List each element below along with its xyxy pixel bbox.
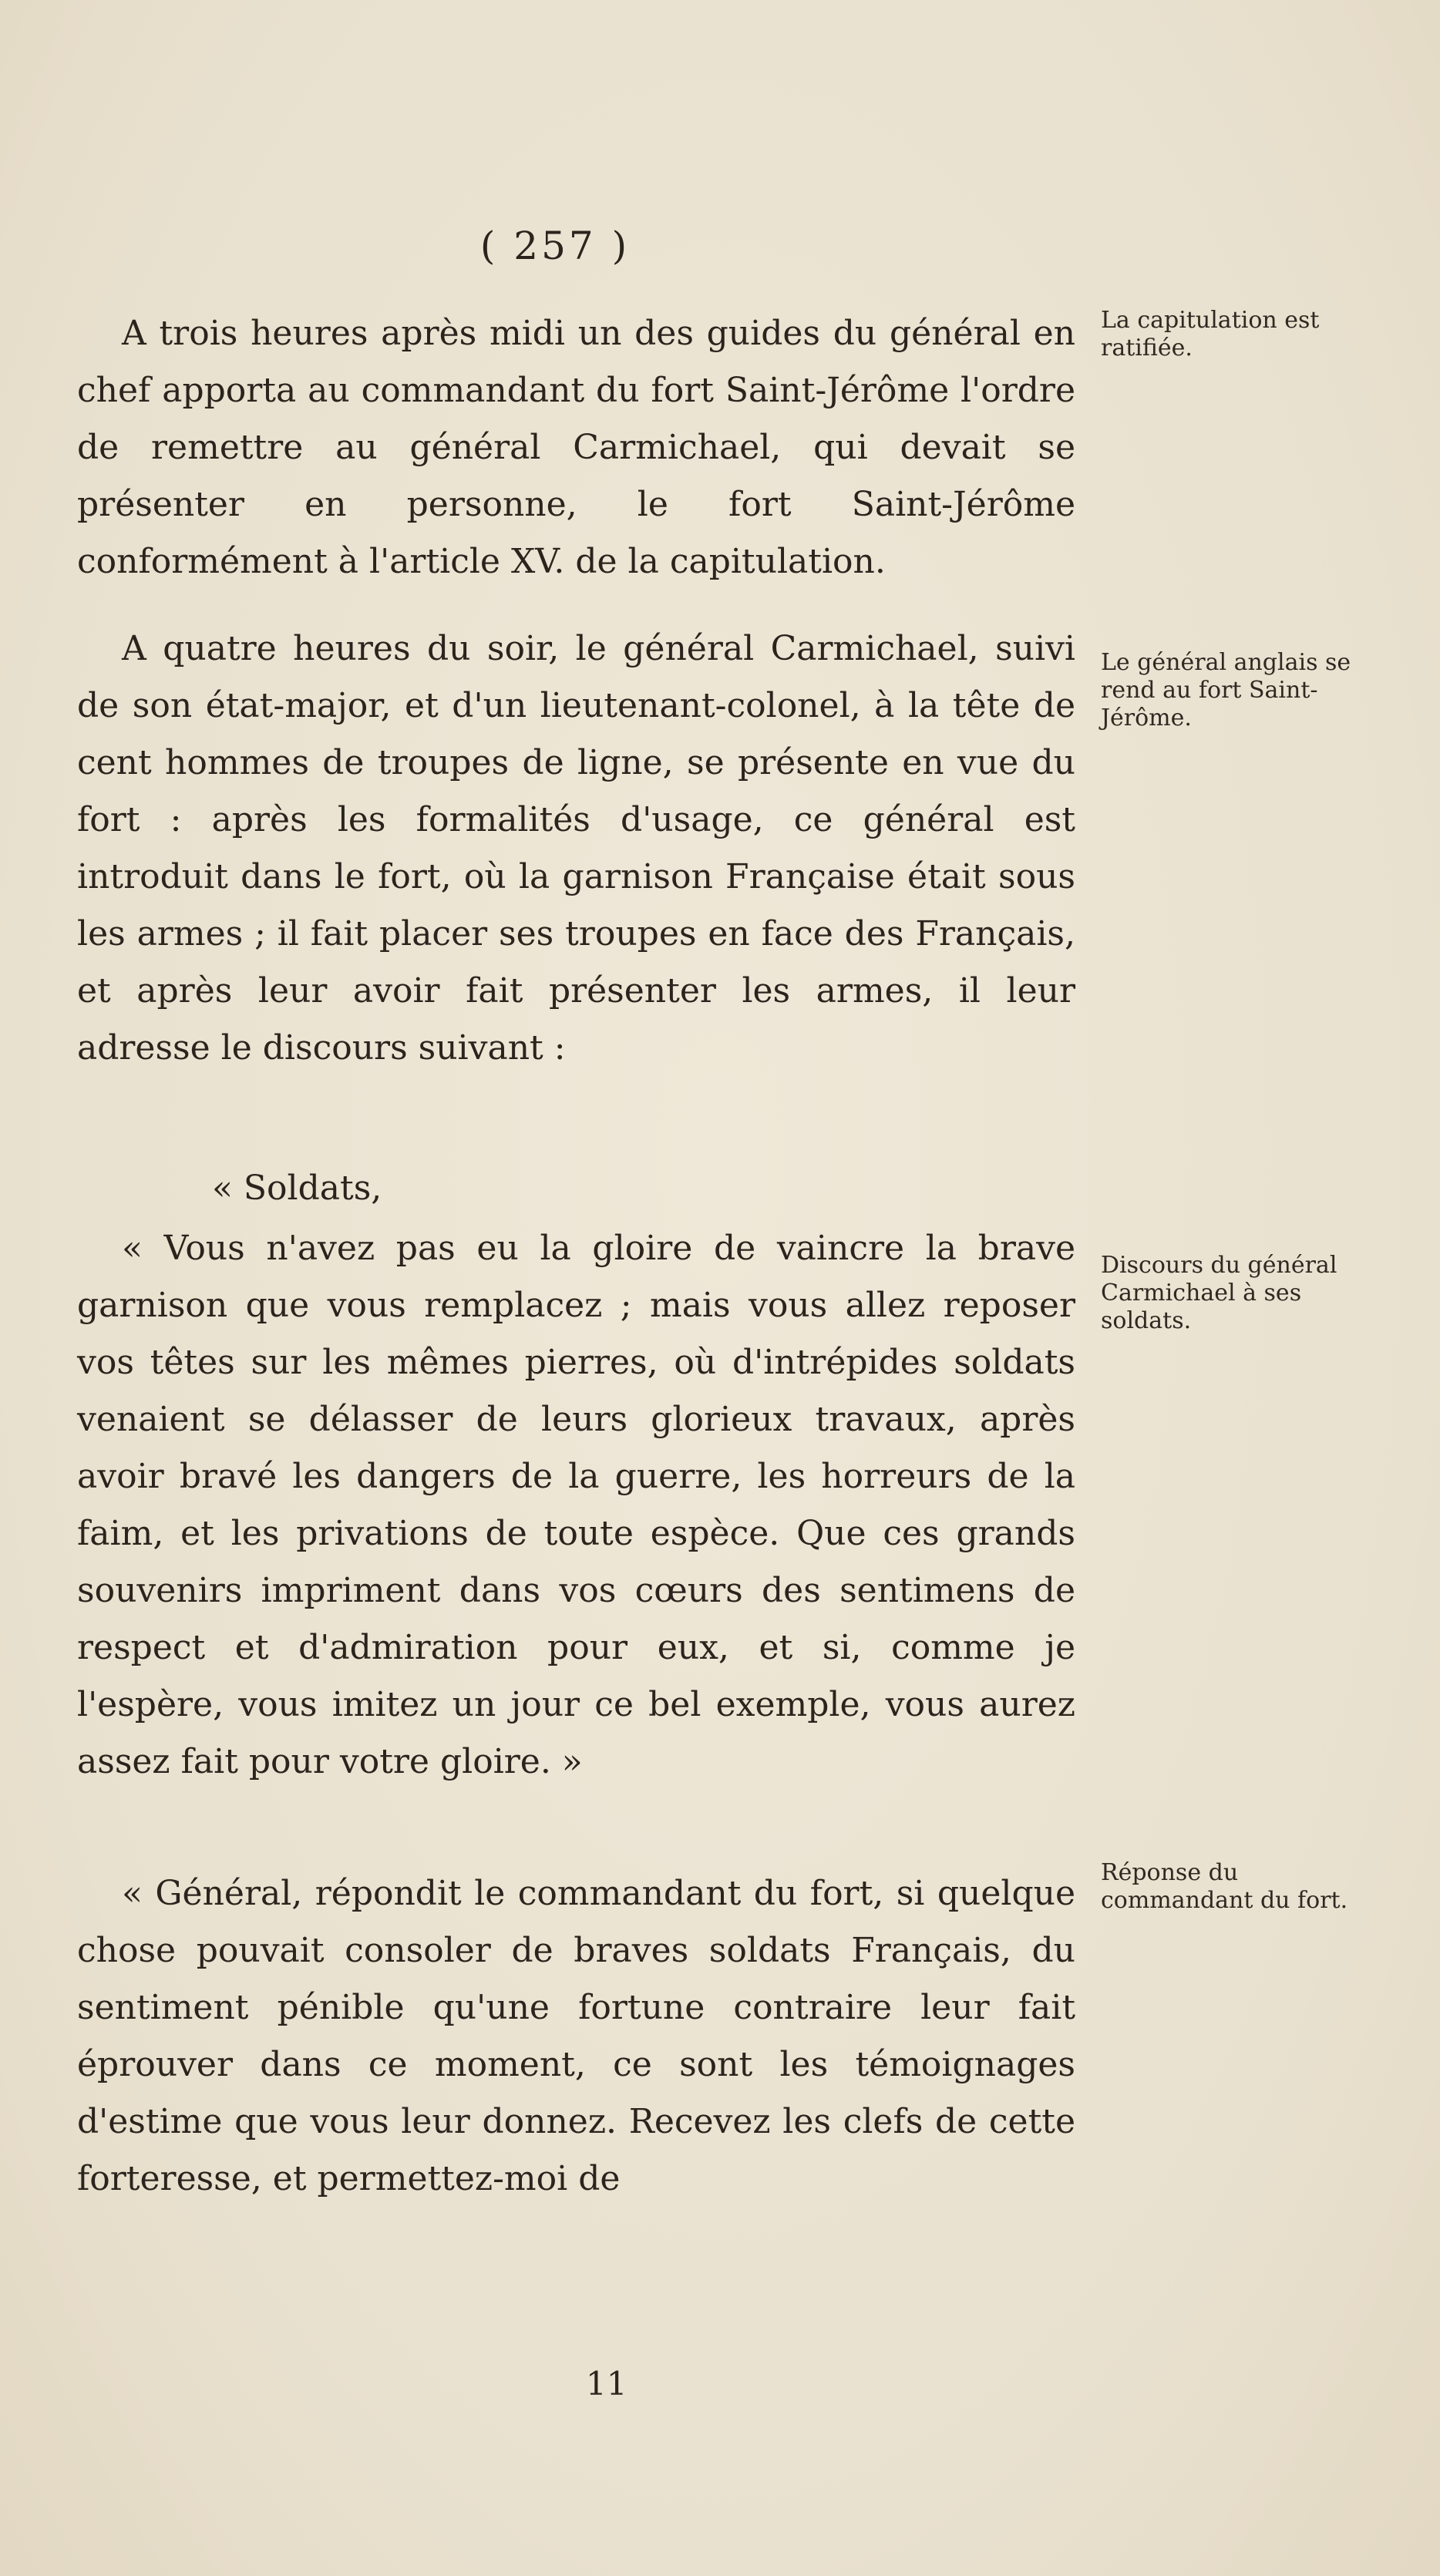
speech-carmichael (77, 1220, 1075, 1791)
speech-commandant-reply (77, 1865, 1075, 2208)
salutation-text: « Soldats, (212, 1169, 382, 1208)
quote-text: « Général, répondit le commandant du fort, si quelque chose pouvait consoler de braves soldats Français, du sentiment pénible qu'une fortune contraire leur fait éprouver dans ce moment, ce sont les témoignages d'estime que vous leur donnez. Recevez les clefs de cette forteresse, et permettez-moi de (77, 1874, 1075, 2198)
margin-note-capitulation: La capitulation est ratifiée. (1101, 307, 1320, 362)
paragraph-carmichael-arrival (77, 620, 1075, 1077)
page-number: ( 257 ) (479, 224, 631, 268)
margin-note-general-arrives: Le général anglais se rend au fort Saint-Jérôme. (1101, 649, 1351, 731)
quote-text: « Vous n'avez pas eu la gloire de vaincre la brave garnison que vous remplacez ; mais vous allez reposer vos têtes sur les mêmes pierres, où d'intrépides soldats venaient se délasser de leurs glorieux travaux, après avoir bravé les dangers de la guerre, les horreurs de la faim, et les privations de toute espèce. Que ces grands souvenirs impriment dans vos cœurs des sentimens de respect et d'admiration pour eux, et si, comme je l'espère, vous imitez un jour ce bel exemple, vous aurez assez fait pour votre gloire. » (77, 1229, 1075, 1781)
paragraph-text: A trois heures après midi un des guides du général en chef apporta au commandant du fort Saint-Jérôme l'ordre de remettre au général Carmichael, qui devait se présenter en personne, le fort Saint-Jérôme conformément à l'article XV. de la capitulation. (77, 314, 1075, 581)
margin-note-speech: Discours du général Carmichael à ses soldats. (1101, 1252, 1337, 1334)
paragraph-capitulation (77, 305, 1075, 590)
signature-mark: 11 (586, 2365, 627, 2403)
paragraph-text: A quatre heures du soir, le général Carmichael, suivi de son état-major, et d'un lieutenant-colonel, à la tête de cent hommes de troupes de ligne, se présente en vue du fort : après les formalités d'usage, ce général est introduit dans le fort, où la garnison Française était sous les armes ; il fait placer ses troupes en face des Français, et après leur avoir fait présenter les armes, il leur adresse le discours suivant : (77, 629, 1075, 1068)
margin-note-reply: Réponse du commandant du fort. (1101, 1859, 1348, 1914)
speech-salutation (212, 1160, 520, 1217)
